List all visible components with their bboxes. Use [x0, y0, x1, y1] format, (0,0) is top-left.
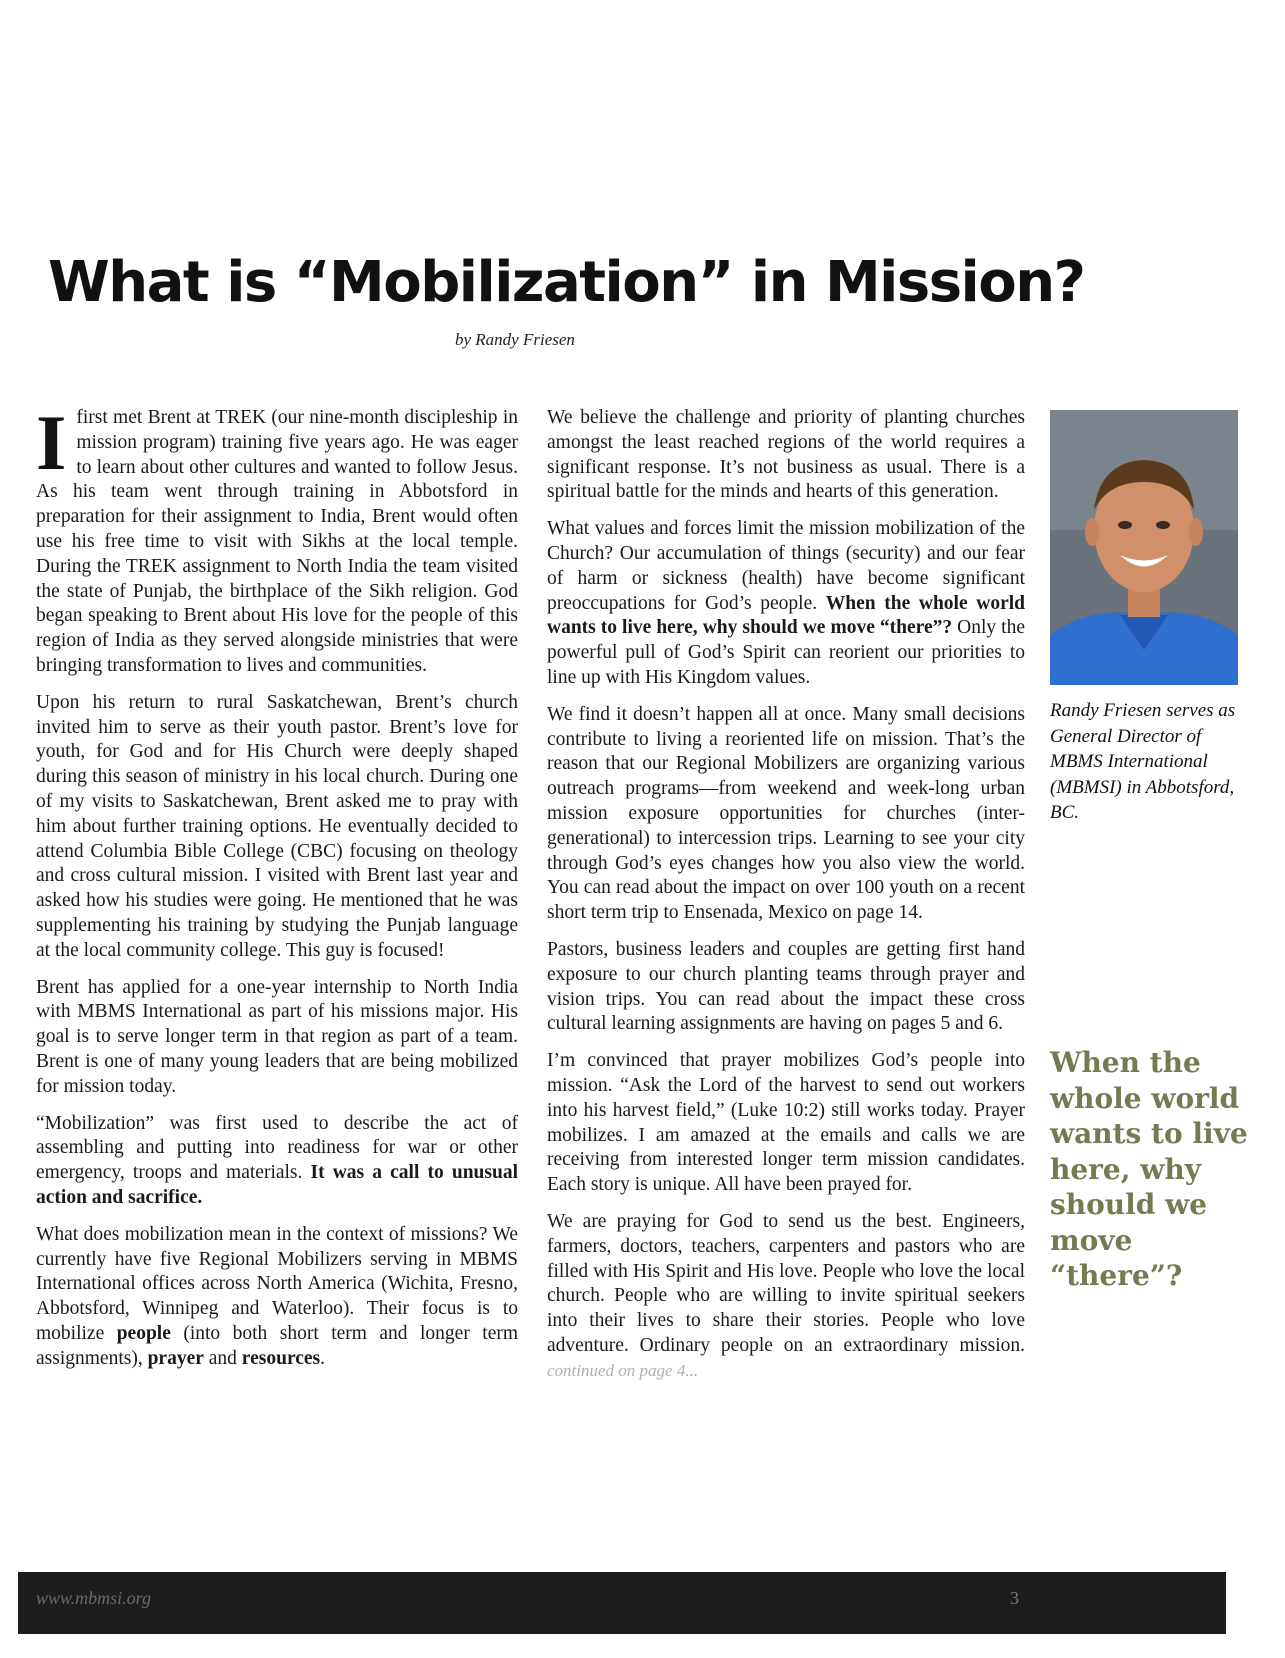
paragraph-6: We believe the challenge and priority of planting churches amongst the least reached regions of the world requires a significant response. It’s not business as usual. There is a spiritual battle for the minds and hearts of this generation. [547, 407, 1025, 503]
continued-note: continued on page 4... [547, 1360, 699, 1380]
author-photo [1050, 410, 1238, 685]
footer-bar [18, 1572, 1226, 1634]
pull-quote: When the whole world wants to live here, why should we move “there”? [1050, 1046, 1248, 1292]
photo-caption: Randy Friesen serves as General Director of MBMS International (MBMSI) in Abbotsford, BC. [1050, 700, 1236, 823]
paragraph-3: Brent has applied for a one-year internship to North India with MBMS International as part of his missions major. His goal is to serve longer term in that region as part of a team. Brent is one of many young leaders that are being mobilized for mission today. [36, 976, 518, 1097]
paragraph-10: I’m convinced that prayer mobilizes God’s people into mission. “Ask the Lord of the harvest to send out workers into his harvest field,” (Luke 10:2) still works today. Prayer mobilizes. I am amazed at the emails and calls we are receiving from interested longer term mission candidates. Each story is unique. All have been prayed for. [547, 1050, 1025, 1196]
paragraph-2: Upon his return to rural Saskatchewan, Brent’s church invited him to serve as their youth pastor. Brent’s love for youth, for God and for His Church were deeply shaped during this season of ministry in his local church. During one of my visits to Saskatchewan, Brent asked me to pray with him about further training options. He eventually decided to attend Columbia Bible College (CBC) focusing on theology and cross cultural mission. I visited with Brent last year and asked how his studies were going. He mentioned that he was supplementing his training by studying the Punjab language at the local community college. This guy is focused! [36, 691, 518, 961]
paragraph-9: Pastors, business leaders and couples are getting first hand exposure to our church planting teams through prayer and vision trips. You can read about the impact these cross cultural learning assignments are having on pages 5 and 6. [547, 938, 1025, 1035]
paragraph-7: What values and forces limit the mission mobilization of the Church? Our accumulation of things (security) and our fear of harm or sickness (health) have become significant preoccupations for God’s people. When the whole world wants to live here, why should we move “there”? Only the powerful pull of God’s Spirit can reorient our priorities to line up with His Kingdom values. [547, 518, 1026, 688]
article-title: What is “Mobilization” in Mission? [48, 250, 1085, 315]
drop-cap: I [36, 399, 67, 486]
paragraph-4: “Mobilization” was first used to describe the act of assembling and putting into readiness for war or other emergency, troops and materials. It was a call to unusual action and sacrifice. [36, 1112, 518, 1208]
footer-url[interactable]: www.mbmsi.org [36, 1588, 152, 1608]
paragraph-5: What does mobilization mean in the context of missions? We currently have five Regional Mobilizers serving in MBMS International offices across North America (Wichita, Fresno, Abbotsford, Winnipeg and Waterloo). Their focus is to mobilize people (into both short term and longer term assignments), prayer and resources. [36, 1223, 519, 1369]
article-byline: by Randy Friesen [455, 330, 575, 349]
left-column [36, 399, 519, 1383]
paragraph-1: I first met Brent at TREK (our nine-month discipleship in mission program) training five years ago. He was eager to learn about other cultures and wanted to follow Jesus. As his team went through training in Abbotsford in preparation for their assignment to India, Brent would often use his free time to visit with Sikhs at the local temple. During the TREK assignment to North India the team visited the state of Punjab, the birthplace of the Sikh religion. God began speaking to Brent about His love for the people of this region of India as they served alongside ministries that were bringing transformation to lives and communities. [36, 399, 518, 676]
page-number: 3 [1010, 1588, 1019, 1608]
paragraph-8: We find it doesn’t happen all at once. Many small decisions contribute to living a reoriented life on mission. That’s the reason that our Regional Mobilizers are organizing various outreach programs—from weekend and week-long urban mission exposure opportunities for churches (inter-generational) to intercession trips. Learning to see your city through God’s eyes changes how you also view the world. You can read about the impact on over 100 youth on a recent short term trip to Ensenada, Mexico on page 14. [547, 703, 1025, 924]
middle-column [547, 406, 1025, 1395]
paragraph-11: We are praying for God to send us the best. Engineers, farmers, doctors, teachers, carpenters and pastors who are filled with His Spirit and His love. People who love the local church. People who are willing to invite spiritual seekers into their lives to share their stories. People who love adventure. Ordinary people on an extraordinary mission. continued on page 4... [547, 1210, 1025, 1380]
